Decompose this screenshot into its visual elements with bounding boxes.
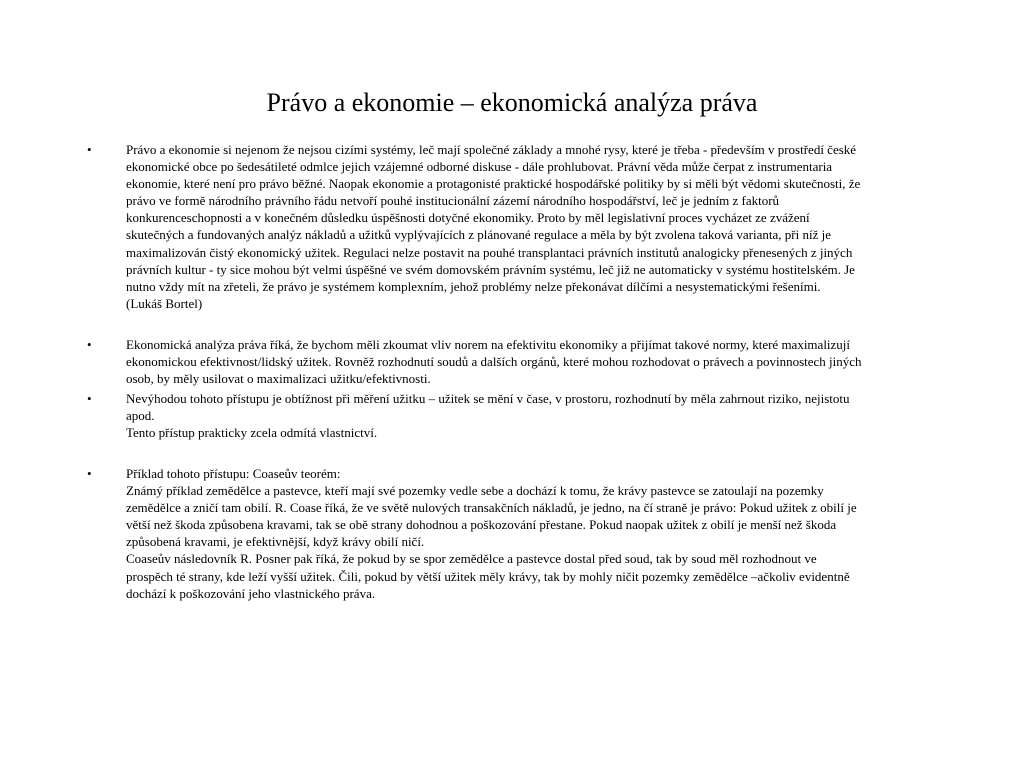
text-line: prospěch té strany, kde leží vyšší užitek. Čili, pokud by větší užitek měly krávy, tak by mohly ničit pozemky zemědělce –ačkoliv evidentně: [126, 568, 850, 584]
bullet-marker: •: [87, 337, 92, 352]
text-line: konkurenceschopnosti a v konečném důsledku úspěšnosti dotyčné ekonomiky. Proto by měl legislativní proces vycházet ze zvážení: [126, 210, 810, 226]
author-attribution: (Lukáš Bortel): [126, 295, 203, 311]
text-line: Právo a ekonomie si nejenom že nejsou cizími systémy, leč mají společné základy a mnohé rysy, které je třeba - především v prostředí české: [126, 142, 857, 157]
text-line: Coaseův následovník R. Posner pak říká, že pokud by se spor zemědělce a pastevce dostal před soud, tak by soud měl rozhodnout ve: [126, 551, 817, 567]
text-line: ekonomickou efektivnost/lidský užitek. Rovněž rozhodnutí soudů a dalších orgánů, které mohou rozhodovat o právech a povinnostech jiných: [126, 354, 862, 370]
bullet-marker: •: [87, 391, 92, 406]
text-line: Nevýhodou tohoto přístupu je obtížnost při měření užitku – užitek se mění v čase, v prostoru, rozhodnutí by měla zahrnout riziko, nejistotu: [126, 391, 850, 406]
text-line: dochází k poškozování jeho vlastnického práva.: [126, 585, 376, 601]
bullet-text: [126, 336, 1006, 387]
bullet-marker: •: [87, 142, 92, 157]
text-line: způsobená kravami, je efektivnější, když krávy obilí ničí.: [126, 534, 425, 550]
text-line: právních kultur - ty sice mohou být velmi úspěšné ve svém domovském právním systému, leč již ne automaticky v systému hostitelském. Je: [126, 261, 855, 277]
text-line: Ekonomická analýza práva říká, že bychom měli zkoumat vliv norem na efektivitu ekonomiky a přijímat takové normy, které maximalizují: [126, 337, 851, 352]
slide-title: Právo a ekonomie – ekonomická analýza práva: [266, 88, 758, 117]
bullet-marker: •: [87, 466, 92, 481]
text-line: Příklad tohoto přístupu: Coaseův teorém:: [126, 466, 341, 481]
text-line: větší než škoda způsobena kravami, tak se obě strany dohodnou a poškozování přestane. Pokud naopak užitek z obilí je menší než škoda: [126, 517, 837, 533]
bullet-text: [126, 390, 1006, 441]
text-line: zemědělce a zničí tam obilí. R. Coase říká, že ve světě nulových transakčních nákladů, je jedno, na čí straně je právo: Pokud užitek z obilí je: [126, 500, 857, 516]
text-line: osob, by měly usilovat o maximalizaci užitku/efektivnosti.: [126, 371, 431, 387]
text-line: Známý příklad zemědělce a pastevce, kteří mají své pozemky vedle sebe a dochází k tomu, že krávy pastevce se zatoulají na pozemky: [126, 483, 824, 499]
bullet-text: [126, 465, 1006, 602]
text-line: nutno vždy mít na zřeteli, že právo je systémem komplexním, jehož problémy nelze překonávat dílčími a nesystematickými řešeními.: [126, 278, 821, 294]
text-line: ekonomické obce po šedesátileté odmlce jejich vzájemné odborné diskuse - dále prohlubovat. Právní věda může čerpat z instrumentaria: [126, 159, 833, 175]
text-line: Tento přístup prakticky zcela odmítá vlastnictví.: [126, 425, 378, 441]
text-line: ekonomie, které není pro právo běžné. Naopak ekonomie a protagonisté praktické hospodářské politiky by si měli být vědomi skutečnosti, že: [126, 176, 861, 192]
text-line: maximalizován čistý ekonomický užitek. Regulaci nelze postavit na pouhé transplantaci právních institutů analogicky přenesených z jiných: [126, 244, 853, 260]
bullet-text: [126, 141, 1006, 312]
text-line: skutečných a fundovaných analýz nákladů a užitků vyplývajících z plánované regulace a měla by být zvolena taková varianta, při níž je: [126, 227, 831, 243]
text-line: právo ve formě národního právního řádu netvoří pouhé institucionální zázemí národního hospodářství, leč je jedním z faktorů: [126, 193, 780, 209]
text-line: apod.: [126, 408, 155, 424]
